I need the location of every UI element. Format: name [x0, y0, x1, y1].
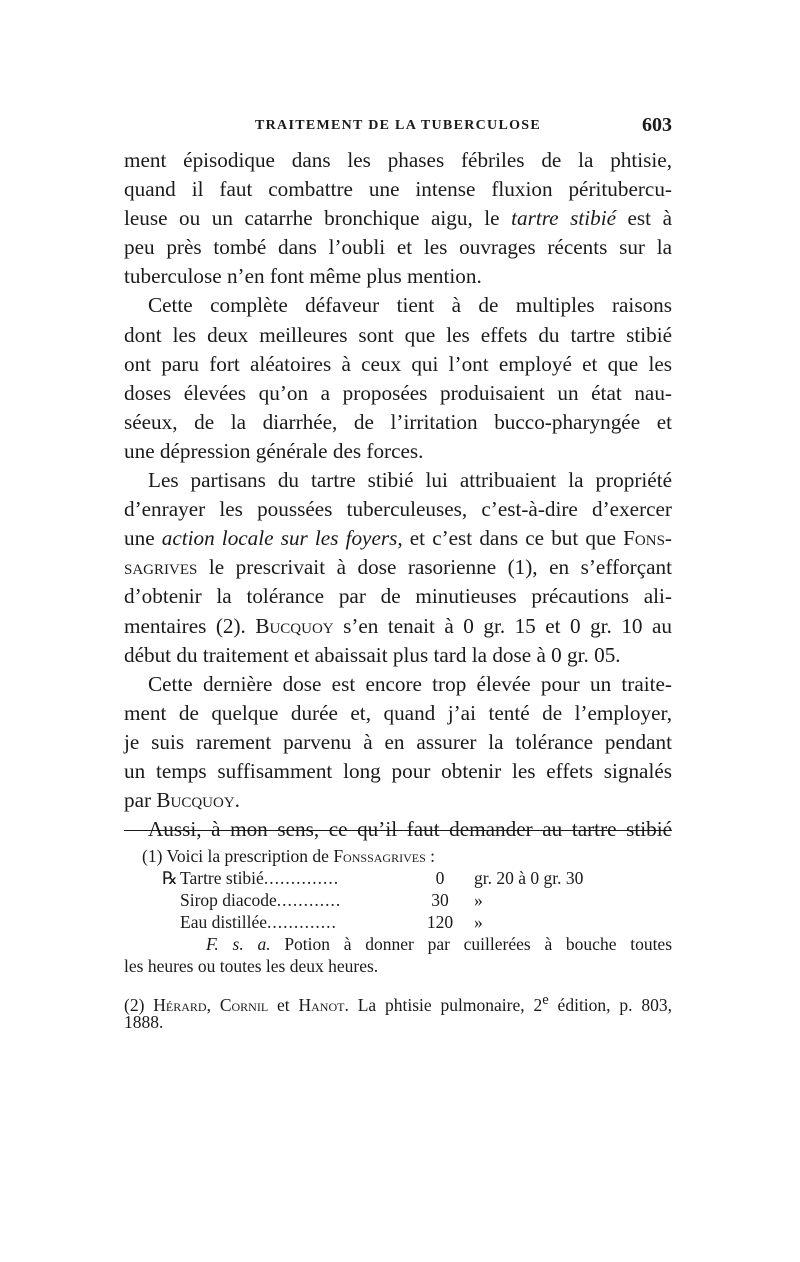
potion-instruction	[124, 933, 672, 955]
text-line	[124, 612, 672, 641]
author-name: sagrives	[124, 555, 198, 580]
text-line: Les partisans du tartre stibié lui attribuaient la propriété	[148, 468, 672, 493]
text-line: doses élevées qu’on a proposées produisaient un état nau-	[124, 380, 672, 405]
ingredient-name: Eau distillée	[180, 912, 267, 932]
potion-instruction-cont: les heures ou toutes les deux heures.	[124, 956, 379, 976]
prescription-row	[162, 867, 583, 889]
ingredient-quantity: 120	[426, 912, 454, 932]
text-run: est à	[616, 206, 672, 231]
text-line: Cette complète défaveur tient à de multiples raisons	[148, 293, 672, 318]
running-head	[124, 114, 672, 144]
text-line: quand il faut combattre une intense fluxion péritubercu-	[124, 177, 672, 202]
author-name: Hanot	[298, 994, 345, 1015]
text-line: ont paru fort aléatoires à ceux qui l’ont employé et que les	[124, 351, 672, 376]
author-name: Bucquoy	[156, 788, 235, 813]
recipe-symbol: ℞	[162, 868, 178, 888]
text-run: .	[234, 788, 240, 813]
ingredient-unit: »	[474, 912, 483, 932]
italic-phrase: action locale sur les foyers	[161, 526, 398, 551]
footnotes	[124, 845, 672, 1033]
text-run: ,	[206, 994, 220, 1015]
text-run: mentaires (2).	[124, 613, 256, 638]
text-line: tuberculose n’en font même plus mention.	[124, 264, 482, 289]
text-line: Aussi, à mon sens, ce qu’il faut demander au tartre stibié	[148, 817, 672, 842]
ingredient-name: Sirop diacode	[180, 890, 277, 910]
author-name: Bucquoy	[255, 613, 334, 638]
text-line: Cette dernière dose est encore trop élevée pour un traite-	[148, 671, 672, 696]
text-line: d’enrayer les poussées tuberculeuses, c’est-à-dire d’exercer	[124, 497, 672, 522]
leader-dots: ............	[276, 890, 342, 910]
text-line: peu près tombé dans l’oubli et les ouvrages récents sur la	[124, 235, 672, 260]
prescription-table	[162, 867, 583, 933]
body-text	[124, 146, 672, 844]
author-name: Cornil	[219, 994, 269, 1015]
page-number: 603	[642, 114, 672, 136]
text-line: une dépression générale des forces.	[124, 438, 424, 463]
text-line	[124, 786, 672, 815]
text-line: séeux, de la diarrhée, de l’irritation bucco-pharyngée et	[124, 409, 672, 434]
text-run: leuse ou un catarrhe bronchique aigu, le	[124, 206, 512, 231]
text-run: par	[124, 788, 157, 813]
text-run: :	[425, 846, 435, 866]
ingredient-unit: gr. 20 à 0 gr. 30	[474, 868, 584, 888]
leader-dots: .............	[267, 912, 337, 932]
text-run: (1) Voici la prescription de	[142, 846, 334, 866]
text-run: . La phtisie pulmonaire, 2	[344, 994, 543, 1015]
author-name: Fonssagrives	[333, 846, 426, 866]
formula-abbrev: F. s. a.	[206, 934, 271, 954]
text-run: et	[268, 994, 299, 1015]
italic-term: tartre stibié	[511, 206, 617, 231]
text-run: s’en tenait à 0 gr. 15 et 0 gr. 10 au	[333, 613, 672, 638]
prescription-row	[162, 889, 583, 911]
footnote-2-year: 1888.	[124, 1012, 164, 1032]
footnote-2	[124, 989, 672, 1015]
ingredient-quantity: 30	[431, 890, 449, 910]
text-run: le prescrivait à dose rasorienne (1), en s’efforçant	[197, 555, 672, 580]
text-line	[124, 204, 672, 233]
author-name: Fons-	[623, 526, 672, 551]
text-run: édition, p. 803,	[548, 994, 672, 1015]
text-line: début du traitement et abaissait plus tard la dose à 0 gr. 05.	[124, 642, 621, 667]
text-run: une	[124, 526, 162, 551]
text-line: je suis rarement parvenu à en assurer la tolérance pendant	[124, 729, 672, 754]
text-line: d’obtenir la tolérance par de minutieuses précautions ali-	[124, 584, 672, 609]
leader-dots: ..............	[263, 868, 340, 888]
text-run: Potion à donner par cuillerées à bouche toutes	[270, 934, 673, 954]
text-line: ment de quelque durée et, quand j’ai tenté de l’employer,	[124, 700, 672, 725]
prescription-row	[162, 911, 583, 933]
text-run: (2)	[124, 994, 154, 1015]
text-line	[124, 553, 672, 582]
ingredient-unit: »	[474, 890, 483, 910]
author-name: Hérard	[153, 994, 207, 1015]
footnote-divider	[124, 830, 672, 831]
text-line: un temps suffisamment long pour obtenir les effets signalés	[124, 758, 672, 783]
text-line: ment épisodique dans les phases fébriles de la phtisie,	[124, 148, 672, 172]
edition-superscript: e	[542, 992, 549, 1008]
text-line: dont les deux meilleures sont que les effets du tartre stibié	[124, 322, 672, 347]
note-gap	[124, 977, 672, 989]
ingredient-name: Tartre stibié	[180, 868, 264, 888]
text-line	[124, 524, 672, 553]
text-run: , et c’est dans ce but que	[397, 526, 624, 551]
footnote-1-intro	[124, 845, 672, 867]
ingredient-quantity: 0	[435, 868, 445, 888]
running-title: TRAITEMENT DE LA TUBERCULOSE	[254, 118, 541, 133]
